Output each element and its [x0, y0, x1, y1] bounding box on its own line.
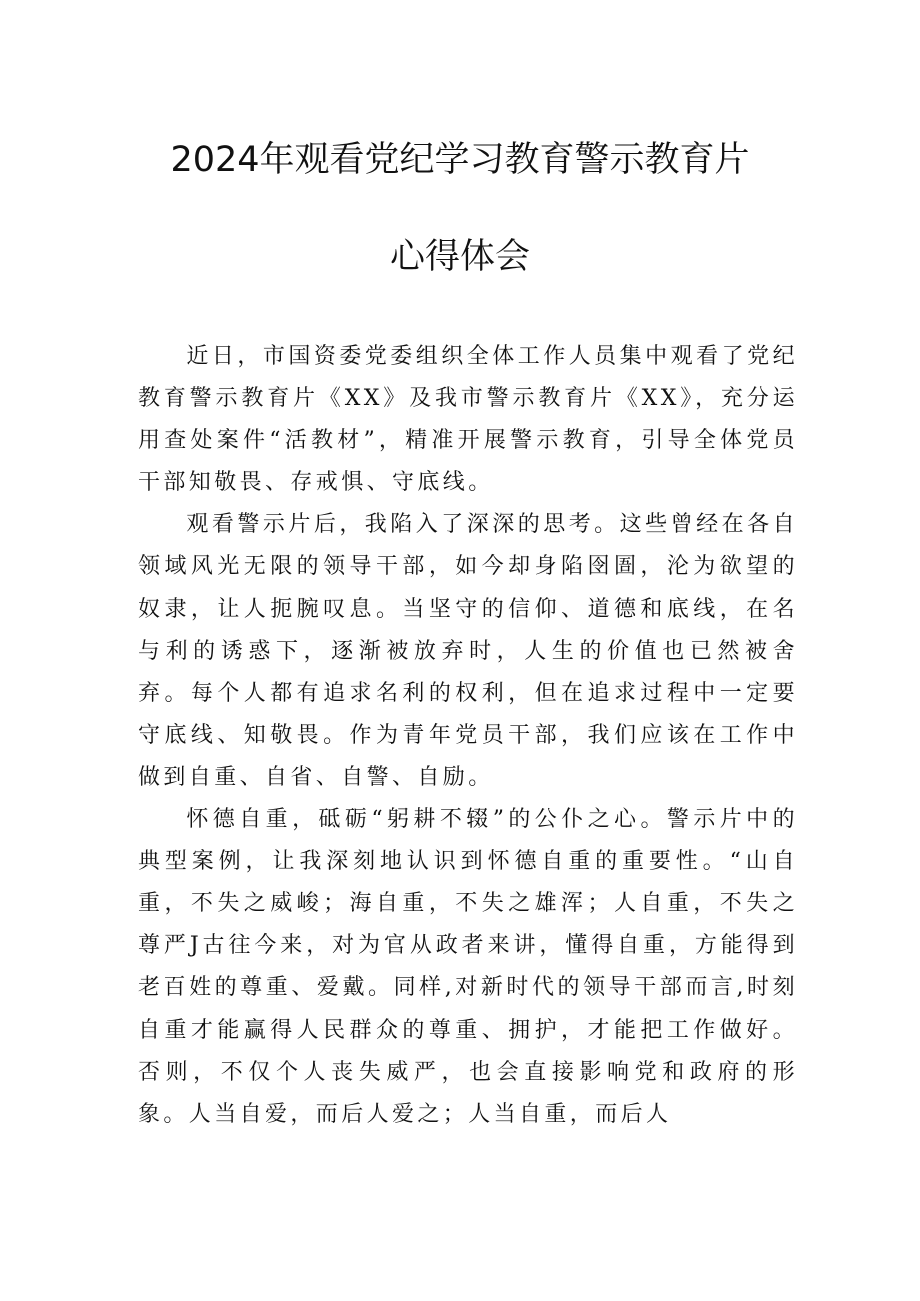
document-body	[138, 336, 798, 1136]
title-line-1: 2024年观看党纪学习教育警示教育片	[170, 140, 750, 180]
paragraph-1: 近日，市国资委党委组织全体工作人员集中观看了党纪教育警示教育片《XX》及我市警示教育片《XX》，充分运用查处案件“活教材”，精准开展警示教育，引导全体党员干部知敬畏、存戒惧、守底线。	[138, 344, 798, 496]
paragraph-3: 怀德自重，砥砺“躬耕不辍”的公仆之心。警示片中的典型案例，让我深刻地认识到怀德自重的重要性。“山自重，不失之威峻；海自重，不失之雄浑；人自重，不失之尊严J古往今来，对为官从政者来讲，懂得自重，方能得到老百姓的尊重、爱戴。同样,对新时代的领导干部而言,时刻自重才能赢得人民群众的尊重、拥护，才能把工作做好。否则，不仅个人丧失威严，也会直接影响党和政府的形象。人当自爱，而后人爱之；人当自重，而后人	[138, 807, 798, 1127]
document-title	[0, 138, 920, 280]
paragraph-2: 观看警示片后，我陷入了深深的思考。这些曾经在各自领域风光无限的领导干部，如今却身陷囹圄，沦为欲望的奴隶，让人扼腕叹息。当坚守的信仰、道德和底线，在名与利的诱惑下，逐渐被放弃时，人生的价值也已然被舍弃。每个人都有追求名利的权利，但在追求过程中一定要守底线、知敬畏。作为青年党员干部，我们应该在工作中做到自重、自省、自警、自励。	[138, 512, 798, 790]
title-line-2: 心得体会	[389, 237, 530, 277]
